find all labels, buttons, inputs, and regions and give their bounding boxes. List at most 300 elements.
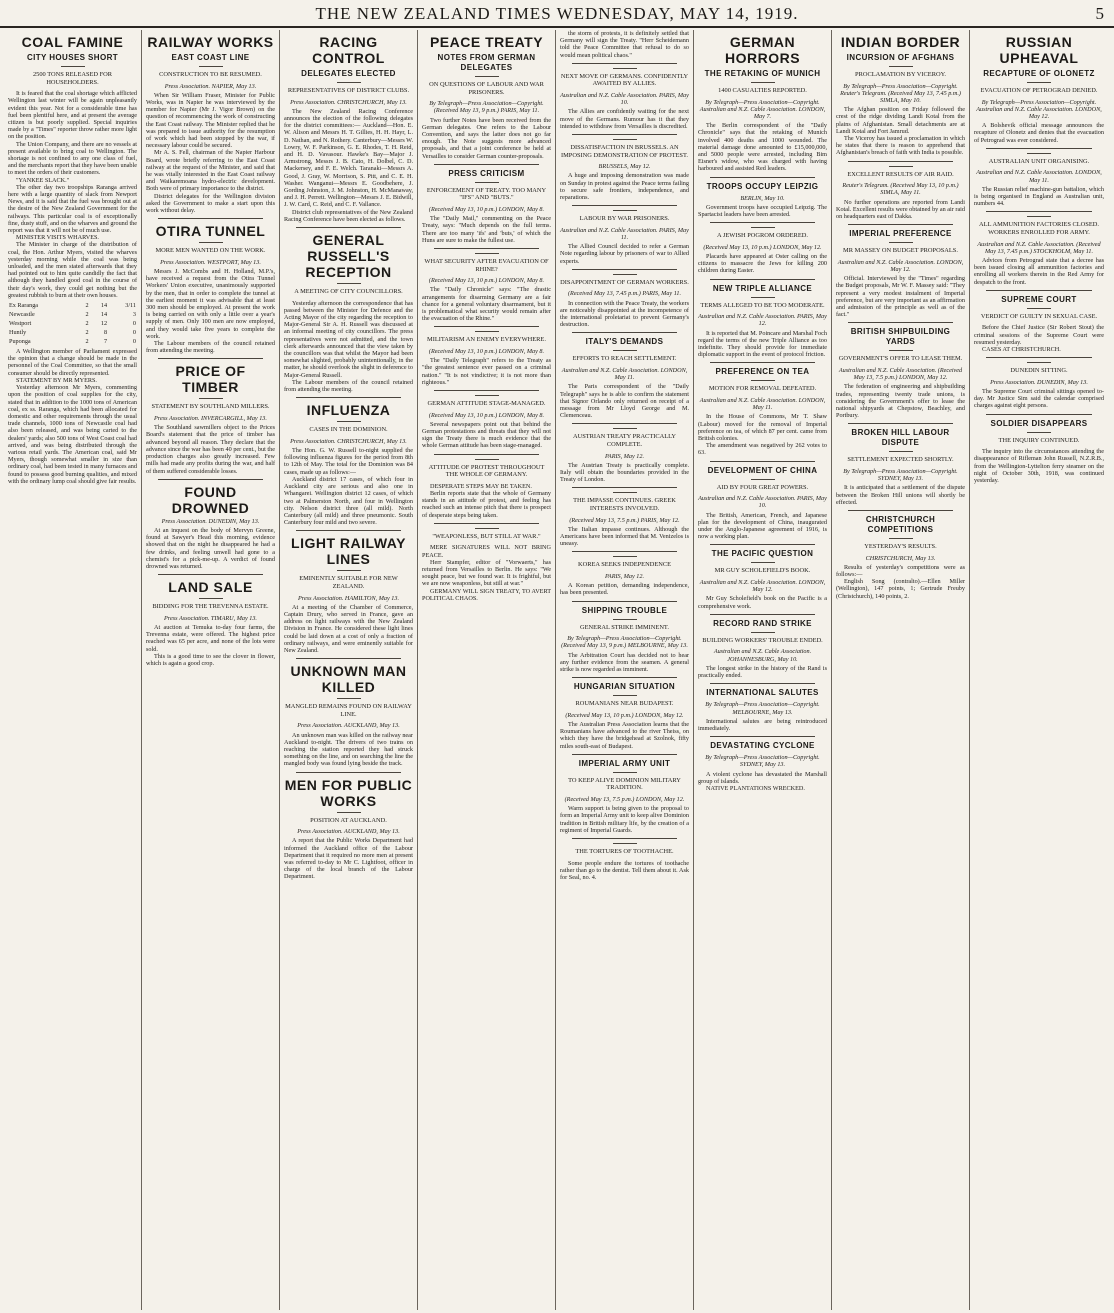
- story-subhead: SHIPPING TROUBLE: [581, 605, 668, 615]
- story-paragraph: Some people endure the tortures of toothache rather than go to the dentist. Tell them about it. Ask for Seal, no. 4.: [560, 859, 689, 882]
- story-paragraph: A Wellington member of Parliament expressed the opinion that a change should be made in the personnel of the Coal Committee, so that the small consumer should be directly represented.: [8, 348, 137, 377]
- headline-divider: [475, 459, 499, 460]
- story-paragraph: A report that the Public Works Department had informed the Auckland office of the Labour Department that it required no more men at present was referred to-day to Mr C. Lightfoot, officer in charge of the local branch of the Labour Department.: [284, 837, 413, 881]
- story-paragraph: Yesterday afternoon the correspondence that has passed between the Minister for Defence and the Acting Mayor of the city regarding the reception to Major-General Sir A. H. Russell was discussed at an informal meeting of city councillors. The press representatives were not admitted, and the town clerk afterwards announced that the view taken by the councillors was that whilst the Mayor had been somewhat slighted, probably unintentionally, in the matter, he should overlook the slight in deference to Major-General Russell.: [284, 299, 413, 379]
- story-paragraph: Berlin reports state that the whole of Germany stands in an attitude of protest, and feeling has reached such an intense pitch that there is prospect of desperate steps being taken.: [422, 490, 551, 519]
- story-paragraph: The Union Company, and there are no vessels at present available to bring coal to Wellington. The shortage is not confined to any one class of fuel, and the merchants report that they have been unable to meet the orders of their customers.: [8, 140, 137, 177]
- story-separator: [296, 658, 401, 659]
- story-separator: [434, 248, 539, 249]
- column-6: [694, 30, 832, 1310]
- story: [422, 395, 551, 450]
- headline-divider: [475, 76, 499, 77]
- headline-divider: [61, 66, 85, 67]
- story: [284, 402, 413, 526]
- story-headline: RACING CONTROL: [312, 34, 385, 66]
- story-separator: [572, 677, 677, 678]
- story-minorhead: 1400 CASUALTIES REPORTED.: [718, 87, 807, 94]
- table-cell: Newcastle: [9, 311, 35, 319]
- story-dateline: By Telegraph—Press Association—Copyright. MELBOURNE, May 13.: [705, 701, 820, 716]
- headline-divider: [337, 698, 361, 699]
- story-dateline: (Received May 13, 10 p.m.) LONDON, May 8.: [428, 348, 545, 356]
- story-paragraph: The Russian relief machine-gun battalion, which is being organised in England as Australian unit, numbers 44.: [974, 185, 1104, 208]
- story-dateline: Press Association. HAMILTON, May 13.: [298, 594, 399, 602]
- story-subhead: RECORD RAND STRIKE: [713, 618, 812, 628]
- headline-divider: [475, 395, 499, 396]
- story-dateline: BERLIN, May 10.: [740, 194, 785, 202]
- headline-divider: [613, 492, 637, 493]
- story-paragraph: Results of yesterday's competitions were as follows:—: [836, 563, 965, 579]
- story-headline: UNKNOWN MAN KILLED: [290, 663, 407, 696]
- story-headline: GENERAL RUSSELL'S RECEPTION: [305, 232, 392, 281]
- story-headline: OTIRA TUNNEL: [155, 223, 266, 240]
- story-paragraph: Mr Guy Scholefield's book on the Pacific is a comprehensive work.: [698, 595, 827, 610]
- story-separator: [710, 279, 815, 280]
- column-7: [832, 30, 970, 1310]
- headline-divider: [751, 297, 775, 298]
- story-separator: [572, 423, 677, 424]
- story-dateline: Australian and N.Z. Cable Association. LONDON, May 11.: [976, 169, 1102, 184]
- story-paragraph: The amendment was negatived by 262 votes to 63.: [698, 442, 827, 457]
- story-dateline: By Telegraph—Press Association—Copyright. Reuter's Telegram. (Received May 13, 7.45 p.m.) SIMLA, May 10.: [840, 82, 961, 104]
- story-paragraph: At auction at Temuka to-day four farms, the Trevenna estate, were offered. The highest price reached was 65 per acre, and none of the lots were sold.: [146, 623, 275, 653]
- table-row: [8, 301, 137, 310]
- story-paragraph: the storm of protests, it is definitely settled that Germany will sign the Treaty. "Herr Scheidemann told the Peace Committee that refusal to do so would mean political chaos.": [560, 30, 689, 59]
- story-dateline: Press Association. DUNEDIN, May 13.: [990, 378, 1088, 386]
- story-headline: PRICE OF TIMBER: [175, 363, 246, 396]
- table-cell: 0: [132, 338, 136, 346]
- story: [974, 216, 1104, 285]
- story: [836, 34, 965, 157]
- story-headline: RUSSIAN UPHEAVAL: [999, 34, 1079, 66]
- story-subhead: NEW TRIPLE ALLIANCE: [712, 283, 813, 293]
- story-subhead: SOLDIER DISAPPEARS: [990, 418, 1088, 428]
- table-cell: 3: [132, 311, 136, 319]
- story-separator: [434, 326, 539, 327]
- story-minorhead: VERDICT OF GUILTY IN SEXUAL CASE.: [980, 312, 1098, 320]
- headline-divider: [889, 242, 913, 243]
- story-dateline: Reuter's Telegram. (Received May 13, 10 p.m.) SIMLA, May 11.: [842, 182, 959, 197]
- headline-divider: [199, 398, 223, 399]
- story-dateline: By Telegraph—Press Association—Copyright. Australian and N.Z. Cable Association. LONDON, May 7.: [699, 98, 826, 120]
- story-paragraph: English Song (contralto).—Ellen Miller (Wellington), 147 points, 1; Gertrude Freuby (Christchurch), 140 points, 2.: [836, 578, 965, 600]
- headline-divider: [337, 570, 361, 571]
- headline-divider: [199, 242, 223, 243]
- story: [698, 619, 827, 679]
- story-subhead: BROKEN HILL LABOUR DISPUTE: [851, 428, 950, 448]
- headline-divider: [475, 253, 499, 254]
- story-separator: [986, 357, 1092, 358]
- story-paragraph: The Labour members of the council retained from attending the meeting.: [146, 340, 275, 355]
- story-subhead: ITALY'S DEMANDS: [585, 337, 664, 347]
- headline-divider: [1027, 153, 1051, 154]
- story-paragraph: Messrs J. McCombs and H. Holland, M.P.'s, have received a request from the Otira Tunnel Workers' Union executive, unanimously supported by the men, that in order to complete the tunnel at the earliest moment it was advisable that at least 300 men should be employed. At present the work is being carried on with only a little over a year's supply of men. Only 100 men are now employed, and they would take five years to complete the work.: [146, 268, 275, 340]
- story-subhead: INCURSION OF AFGHANS: [846, 53, 955, 62]
- story-dateline: (Received May 13, 10 p.m.) LONDON, May 8.: [428, 277, 545, 285]
- story-dateline: Press Association. CHRISTCHURCH, May 13.: [290, 437, 407, 445]
- story-separator: [158, 574, 263, 575]
- headline-divider: [613, 68, 637, 69]
- story-separator: [572, 551, 677, 552]
- story-paragraph: The Minister in charge of the distribution of coal, the Hon. Arthur Myers, visited the wharves yesterday morning while the coal was being unloaded, and the men stated afterwards that they had pointed out to him quite candidly the fact that although they handled good coal in the course of their day's work, they could get nothing but the greatest rubbish to burn at their own houses.: [8, 241, 137, 299]
- headline-divider: [751, 632, 775, 633]
- story: [146, 223, 275, 354]
- story-subhead: IMPERIAL PREFERENCE: [849, 229, 952, 239]
- story-dateline: PARIS, May 12.: [604, 452, 645, 460]
- headline-divider: [199, 598, 223, 599]
- story-separator: [848, 322, 953, 323]
- story-minorhead: EXCELLENT RESULTS OF AIR RAID.: [847, 170, 954, 178]
- story-separator: [572, 269, 677, 270]
- story-paragraph: Two further Notes have been received from the German delegates. One refers to the Labour Convention, and says the latter does not go far enough. The Note suggests more advanced proposals, and that a joint conference be held at Versailles to consider German counter-proposals.: [422, 116, 551, 160]
- headline-divider: [613, 139, 637, 140]
- coal-price-table: [8, 301, 137, 346]
- story-separator: [986, 148, 1092, 149]
- headline-divider: [337, 421, 361, 422]
- story-subhead: SUPREME COURT: [1001, 294, 1077, 304]
- story-dateline: Australian and N.Z. Cable Association. PARIS, May 10.: [698, 495, 827, 510]
- story-minorhead: MANGLED REMAINS FOUND ON RAILWAY LINE.: [285, 703, 412, 718]
- table-cell: 2: [85, 329, 89, 337]
- story: [560, 30, 689, 59]
- story-dateline: Press Association. DUNEDIN, May 13.: [161, 517, 260, 525]
- story-dateline: Press Association. INVERCARGILL, May 13.: [154, 415, 267, 423]
- headline-divider: [475, 182, 499, 183]
- story: [836, 428, 965, 506]
- story-minorhead: GERMAN ATTITUDE STAGE-MANAGED.: [427, 400, 546, 408]
- story-minorhead: POSITION AT AUCKLAND.: [310, 816, 387, 824]
- story-dateline: Australian and N.Z. Cable Association. LONDON, May 11.: [699, 397, 826, 412]
- story-separator: [710, 736, 815, 737]
- story-dateline: (Received May 13, 10 p.m.) LONDON, May 12.: [703, 243, 822, 251]
- story-minorhead: REPRESENTATIVES OF DISTRICT CLUBS.: [287, 87, 410, 94]
- story: [146, 363, 275, 474]
- story-minorhead: THE IMPASSE CONTINUES. GREEK INTERESTS INVOLVED.: [573, 497, 676, 513]
- story: [560, 210, 689, 265]
- story: [974, 153, 1104, 208]
- story-paragraph: Before the Chief Justice (Sir Robert Stout) the criminal sessions of the Supreme Court were resumed yesterday.: [974, 324, 1104, 346]
- headline-divider: [751, 562, 775, 563]
- story-minorhead: GOVERNMENT'S OFFER TO LEASE THEM.: [838, 355, 963, 363]
- story-minorhead: MOTION FOR REMOVAL DEFEATED.: [708, 385, 817, 393]
- story-separator: [572, 332, 677, 333]
- headline-divider: [613, 274, 637, 275]
- story-headline: RAILWAY WORKS: [147, 34, 274, 50]
- story-dateline: Australian and N.Z. Cable Association. (Received May 13, 7.5 p.m.) LONDON, May 12.: [838, 367, 963, 382]
- story-headline: COAL FAMINE: [21, 34, 124, 50]
- story-paragraph: The Supreme Court criminal sittings opened to-day. Mr Justice Sim said the calendar comprised charges against eight persons.: [974, 388, 1104, 410]
- story-dateline: Australian and N.Z. Cable Association. JOHANNESBURG, May 10.: [713, 648, 812, 663]
- headline-divider: [613, 695, 637, 696]
- headline-divider: [613, 210, 637, 211]
- story-paragraph: It is anticipated that a settlement of the dispute between the Broken Hill unions will shortly be effected.: [836, 484, 965, 506]
- story-separator: [296, 530, 401, 531]
- story-separator: [572, 487, 677, 488]
- story-minorhead: ATTITUDE OF PROTEST THROUGHOUT THE WHOLE OF GERMANY.: [428, 463, 545, 479]
- story-separator: [572, 134, 677, 135]
- story-dateline: By Telegraph—Press Association—Copyright. Australian and N.Z. Cable Association. LONDON, May 12.: [976, 98, 1102, 120]
- story-separator: [710, 362, 815, 363]
- story: [974, 419, 1104, 485]
- story-paragraph: The Australian Press Association learns that the Roumanians have advanced to the river Theiss, on which they have the bridgehead at Szolnok, fifty miles south-east of Budapest.: [560, 721, 689, 750]
- table-cell: Ex Raranga: [9, 302, 39, 310]
- table-row: [8, 337, 137, 346]
- story-separator: [848, 161, 953, 162]
- story-separator: [572, 754, 677, 755]
- story-subhead: EAST COAST LINE: [171, 53, 250, 62]
- story-minorhead: BUILDING WORKERS' TROUBLE ENDED.: [702, 636, 823, 644]
- headline-divider: [1027, 432, 1051, 433]
- story: [146, 579, 275, 667]
- story-separator: [434, 454, 539, 455]
- story-minorhead: TERMS ALLEGED TO BE TOO MODERATE.: [700, 301, 825, 309]
- story-separator: [296, 227, 401, 228]
- story-separator: [572, 601, 677, 602]
- headline-divider: [613, 619, 637, 620]
- story: [560, 759, 689, 834]
- story-dateline: (Received May 13, 7.45 p.m.) PARIS, May 11.: [568, 290, 681, 298]
- story-subhead: CHRISTCHURCH COMPETITIONS: [865, 515, 936, 535]
- story-minorhead: BIDDING FOR THE TREVENNA ESTATE.: [152, 603, 269, 611]
- story-paragraph: The Italian impasse continues. Although the Americans have been informed that M. Venizelos is uneasy.: [560, 525, 689, 548]
- story-paragraph: The Viceroy has issued a proclamation in which he states that there is reason to apprehend that Afghanistan's breach of faith with India is possible.: [836, 135, 965, 157]
- story: [698, 227, 827, 274]
- story-minorhead: DISSATISFACTION IN BRUSSELS. AN IMPOSING DEMONSTRATION OF PROTEST.: [561, 144, 688, 159]
- story: [836, 515, 965, 600]
- headline-divider: [1027, 82, 1051, 83]
- story-separator: [158, 479, 263, 480]
- story-paragraph: The Southland sawmillers object to the Prices Board's statement that the price of timber has advanced beyond all reason. They declare that the advance since the war has been 40 per cent., but the production charges also greatly increased. Few mills had made any profits during the war, and half of them suffered considerable losses.: [146, 424, 275, 475]
- table-cell: 8: [104, 329, 108, 337]
- table-cell: Westport: [9, 320, 32, 328]
- story-separator: [848, 224, 953, 225]
- story-minorhead: AID BY FOUR GREAT POWERS.: [716, 483, 809, 491]
- story-separator: [986, 414, 1092, 415]
- story: [422, 331, 551, 386]
- story-minorhead: ROUMANIANS NEAR BUDAPEST.: [575, 700, 674, 708]
- headline-divider: [337, 82, 361, 83]
- story-subhead: IMPERIAL ARMY UNIT: [578, 758, 671, 768]
- story-paragraph: In the House of Commons, Mr T. Shaw (Labour) moved for the removal of Imperial preference on tea, of which 87 per cent. came from British colonies.: [698, 413, 827, 443]
- story-paragraph: A Korean petition, demanding independence, has been presented.: [560, 582, 689, 597]
- story-dateline: (Received May 13, 7.5 p.m.) PARIS, May 12.: [569, 516, 680, 524]
- table-cell: 0: [132, 320, 136, 328]
- story-minorhead: LABOUR BY WAR PRISONERS.: [579, 215, 670, 223]
- story-subhead: CITY HOUSES SHORT: [26, 53, 119, 62]
- story-dateline: (Received May 13, 10 p.m.) LONDON, May 8.: [428, 411, 545, 419]
- story-dateline: Australian and N.Z. Cable Association. LONDON, May 12.: [837, 258, 964, 274]
- table-row: [8, 319, 137, 328]
- story-paragraph: Government troops have occupied Leipzig. The Spartacist leaders have been arrested.: [698, 203, 827, 219]
- story-subhead: DEVELOPMENT OF CHINA: [707, 465, 818, 475]
- headline-divider: [613, 350, 637, 351]
- headline-divider: [613, 428, 637, 429]
- story-dateline: Press Association. TIMARU, May 13.: [164, 614, 257, 622]
- story-minorhead: MILITARISM AN ENEMY EVERYWHERE.: [427, 336, 546, 344]
- story-minorhead: STATEMENT BY SOUTHLAND MILLERS.: [151, 403, 270, 411]
- story-paragraph: District delegates for the Wellington division asked the Government to make a start upon this work without delay.: [146, 192, 275, 215]
- headline-divider: [1027, 216, 1051, 217]
- story: [698, 284, 827, 359]
- story: [836, 229, 965, 318]
- story-paragraph: The "Daily Chronicle" says: "The drastic arrangements for disarming Germany are a fair chance for a general voluntary disarmament, but it is problematical what security would remain after the evacuation of the Rhine.": [422, 286, 551, 323]
- story-dateline: (Received May 13, 10 p.m.) LONDON, May 8.: [428, 206, 545, 213]
- story-paragraph: The Paris correspondent of the "Daily Telegraph" says he is able to confirm the statement that Signor Orlando only returned on receipt of a message from Mr Lloyd George and M. Clemenceau.: [560, 383, 689, 420]
- story-minorhead: WHAT SECURITY AFTER EVACUATION OF RHINE?: [424, 258, 549, 273]
- story: [422, 169, 551, 244]
- story-dateline: Press Association. WESTPORT, May 13.: [160, 258, 261, 266]
- story-paragraph: Auckland district 17 cases, of which four in Auckland city are serious and also one in Whangarei. Wellington district 12 cases, of which two at Palmerston North, and four in Wellington city. Nelson district three (all mild). North Canterbury (all mild) and three pneumonic. South Canterbury four mild and two severe.: [284, 475, 413, 527]
- story-headline: PEACE TREATY: [429, 34, 544, 50]
- story: [698, 367, 827, 456]
- story-paragraph: Warm support is being given to the proposal to form an Imperial Army unit to keep alive Dominion tradition in British military life, by the creation of a regiment of Imperial Guards.: [560, 805, 689, 834]
- story-paragraph: It is feared that the coal shortage which afflicted Wellington last winter will be again unpleasantly evident this year. Not for a considerable time has fuel been plentiful here, and at present the average citizen is but poorly supplied. Special inquiries made by a "Times" reporter throw rather more light on the position.: [8, 90, 137, 141]
- story-dateline: Australian and N.Z. Cable Association. PARIS, May 11.: [560, 226, 689, 242]
- story-minorhead: NEXT MOVE OF GERMANS. CONFIDENTLY AWAITED BY ALLIES.: [560, 72, 689, 88]
- story-headline: MEN FOR PUBLIC WORKS: [284, 776, 413, 809]
- story: [836, 327, 965, 419]
- story-minorhead: MR MASSEY ON BUDGET PROPOSALS.: [843, 247, 958, 255]
- newspaper-columns: [4, 30, 1110, 1310]
- story: [422, 253, 551, 322]
- story-separator: [986, 290, 1092, 291]
- table-cell: 3/11: [125, 302, 136, 310]
- story-paragraph: A violent cyclone has devastated the Marshall group of islands.: [698, 770, 827, 785]
- story-dateline: By Telegraph—Press Association—Copyright. SYDNEY, May 13.: [705, 754, 820, 769]
- story-headline: LAND SALE: [168, 579, 253, 596]
- story: [560, 492, 689, 547]
- story-paragraph: The "Daily Mail," commenting on the Peace Treaty, says: "Much depends on the full terms. There are too many 'ifs' and 'buts,' of which the Huns are sure to make the fullest use.: [422, 215, 551, 244]
- story-paragraph: The "Daily Telegraph" refers to the Treaty as "the greatest sentence ever passed on a criminal nation." "It is not vindictive; it is not more than righteous.": [422, 357, 551, 386]
- story-paragraph: The other day two troopships Raranga arrived here with a large quantity of slack from Newport News, and it is said that the fuel was brought out at the desire of the New Zealand Government for the railways. This particular coal is of exceptionally fine, dusty stuff, and on the wharves and ground the report was that it will not be of much use.: [8, 183, 137, 235]
- story-paragraph: The inquiry into the circumstances attending the disappearance of Rifleman John Russell, N.Z.R.B., from the Wellington-Lyttelton ferry steamer on the night of October 30th, 1918, was continued yesterday.: [974, 448, 1104, 485]
- story: [698, 34, 827, 173]
- story: [422, 528, 551, 602]
- story-headline: GERMAN HORRORS: [724, 34, 801, 66]
- story-dateline: Australian and N.Z. Cable Association. PARIS, May 12.: [698, 313, 827, 328]
- story-subhead: THE RETAKING OF MUNICH: [704, 69, 821, 78]
- story-dateline: Australian and N.Z. Cable Association. LONDON, May 11.: [561, 367, 688, 382]
- story-separator: [158, 218, 263, 219]
- story: [146, 484, 275, 570]
- story-paragraph: "YANKEE SLACK.": [16, 176, 70, 184]
- story-minorhead: A JEWISH POGROM ORDERED.: [717, 232, 808, 240]
- story-paragraph: Yesterday afternoon Mr Myers, commenting upon the position of coal supplies for the city, stated that in addition to the 1000 tons of American coal, ex ss. Raranga, which had been allocated for domestic and other requirements through the usual trade channels, 1000 tons of Newcastle coal had also been released, and was being carted to the dealers' yards; also 500 tons of West Coast coal had arrived, and was being distributed through the various retail yards. The American coal, said Mr Myers, though somewhat smaller in size than ordinary coal, had been tested in many furnaces and found to possess good burning qualities, and mixed with the ordinary lump coal should give fair results.: [8, 384, 137, 485]
- story-minorhead: SETTLEMENT EXPECTED SHORTLY.: [847, 456, 954, 464]
- story-separator: [848, 510, 953, 511]
- story-subhead: DELEGATES ELECTED: [301, 69, 396, 78]
- story-paragraph: STATEMENT BY MR MYERS.: [16, 376, 97, 384]
- story-paragraph: It is reported that M. Poincare and Marshal Foch regard the terms of the new Triple Alliance as too indefinite. They should provide for immediate diplomatic support in the event of protocol friction.: [698, 329, 827, 359]
- headline-divider: [475, 528, 499, 529]
- column-1: [4, 30, 142, 1310]
- story-minorhead: EFFORTS TO REACH SETTLEMENT.: [572, 355, 677, 363]
- story-paragraph: MINISTER VISITS WHARVES.: [16, 234, 99, 242]
- story-paragraph: District club representatives of the New Zealand Racing Conference have been elected as follows.: [284, 208, 413, 223]
- story-subhead: BRITISH SHIPBUILDING YARDS: [850, 327, 951, 347]
- table-cell: Huntly: [9, 329, 27, 337]
- story-dateline: By Telegraph—Press Association—Copyright. (Received May 13, 9 p.m.) PARIS, May 11.: [429, 100, 544, 115]
- story-separator: [434, 164, 539, 165]
- story: [698, 466, 827, 541]
- story-minorhead: DISAPPOINTMENT OF GERMAN WORKERS.: [560, 278, 689, 286]
- story: [974, 362, 1104, 409]
- column-2: [142, 30, 280, 1310]
- table-cell: 2: [85, 302, 89, 310]
- story-separator: [572, 838, 677, 839]
- story-minorhead: DUNEDIN SITTING.: [1010, 367, 1068, 375]
- story-dateline: By Telegraph—Press Association—Copyright. (Received May 13, 9 p.m.) MELBOURNE, May 13.: [561, 635, 688, 650]
- story-minorhead: YESTERDAY'S RESULTS.: [864, 543, 937, 551]
- story-dateline: (Received May 13, 7.5 p.m.) LONDON, May 12.: [564, 796, 685, 804]
- story: [284, 777, 413, 881]
- newspaper-title: THE NEW ZEALAND TIMES WEDNESDAY, MAY 14, 1919.: [315, 4, 799, 23]
- headline-divider: [751, 479, 775, 480]
- story-dateline: Australian and N.Z. Cable Association. PARIS, May 10.: [560, 92, 689, 107]
- story-separator: [434, 523, 539, 524]
- story: [284, 663, 413, 767]
- story-dateline: Press Association. NAPIER, May 13.: [164, 82, 257, 90]
- headline-divider: [199, 66, 223, 67]
- story: [146, 34, 275, 214]
- headline-divider: [751, 380, 775, 381]
- headline-divider: [751, 227, 775, 228]
- story-dateline: PARIS, May 12.: [604, 573, 645, 581]
- column-4: [418, 30, 556, 1310]
- story-subhead: TROOPS OCCUPY LEIPZIG: [706, 181, 819, 191]
- table-cell: 12: [100, 320, 108, 328]
- story-minorhead: ON QUESTIONS OF LABOUR AND WAR PRISONERS.: [429, 81, 544, 96]
- story-paragraph: The Arbitration Court has decided not to hear any further evidence from the seamen. A general strike is now regarded as imminent.: [560, 651, 689, 674]
- headline-divider: [337, 283, 361, 284]
- column-3: [280, 30, 418, 1310]
- headline-divider: [751, 82, 775, 83]
- story: [698, 741, 827, 792]
- story-minorhead: CONSTRUCTION TO BE RESUMED.: [159, 71, 262, 78]
- story-paragraph: The Berlin correspondent of the "Daily Chronicle" says that the retaking of Munich involved 400 deaths and 1000 wounded. The material damage done amounted to £15,000,000, and 5000 people were arrested, including Bim Eisner's widow, who was charged with having harboured and assisted Red leaders.: [698, 122, 827, 173]
- story-minorhead: ALL AMMUNITION FACTORIES CLOSED. WORKERS ENROLLED FOR ARMY.: [979, 221, 1099, 237]
- story: [284, 232, 413, 393]
- story-paragraph: Advices from Petrograd state that a decree has been issued closing all ammunition factories and enrolling all workers therein in the Red Army for despatch to the front.: [974, 257, 1104, 286]
- story-subhead: RECAPTURE OF OLONETZ: [983, 69, 1095, 78]
- story-paragraph: The Allied Council decided to refer a German Note regarding labour by prisoners of war to Allied experts.: [560, 243, 689, 265]
- story-headline: LIGHT RAILWAY LINES: [291, 535, 406, 568]
- story: [560, 843, 689, 881]
- story: [560, 139, 689, 201]
- story-separator: [296, 397, 401, 398]
- story: [422, 34, 551, 160]
- story: [560, 428, 689, 483]
- story-minorhead: THE TORTURES OF TOOTHACHE.: [575, 848, 674, 856]
- headline-divider: [337, 812, 361, 813]
- table-cell: 2: [85, 338, 89, 346]
- story-minorhead: THE INQUIRY CONTINUED.: [998, 436, 1080, 444]
- story-dateline: Australian and N.Z. Cable Association. LONDON, May 12.: [699, 579, 826, 594]
- story-minorhead: KOREA SEEKS INDEPENDENCE: [577, 561, 672, 569]
- story-subhead: HUNGARIAN SITUATION: [573, 682, 676, 692]
- table-row: [8, 310, 137, 319]
- table-cell: Puponga: [9, 338, 31, 346]
- story-minorhead: 2500 TONS RELEASED FOR HOUSEHOLDERS.: [32, 71, 113, 86]
- story-paragraph: GERMANY WILL SIGN TREATY, TO AVERT POLITICAL CHAOS.: [422, 587, 551, 602]
- story-separator: [710, 614, 815, 615]
- table-row: [8, 328, 137, 337]
- story-paragraph: Herr Stampfer, editor of "Vorwaerts," has returned from Versailles to Berlin. He says: "We sought peace, but we found war. It is frightful, but we are now weaponless, but still at war.": [422, 558, 551, 588]
- story-paragraph: MERE SIGNATURES WILL NOT BRING PEACE.: [422, 544, 551, 559]
- headline-divider: [889, 538, 913, 539]
- headline-divider: [889, 350, 913, 351]
- story: [974, 34, 1104, 144]
- story-minorhead: PROCLAMATION BY VICEROY.: [855, 71, 946, 78]
